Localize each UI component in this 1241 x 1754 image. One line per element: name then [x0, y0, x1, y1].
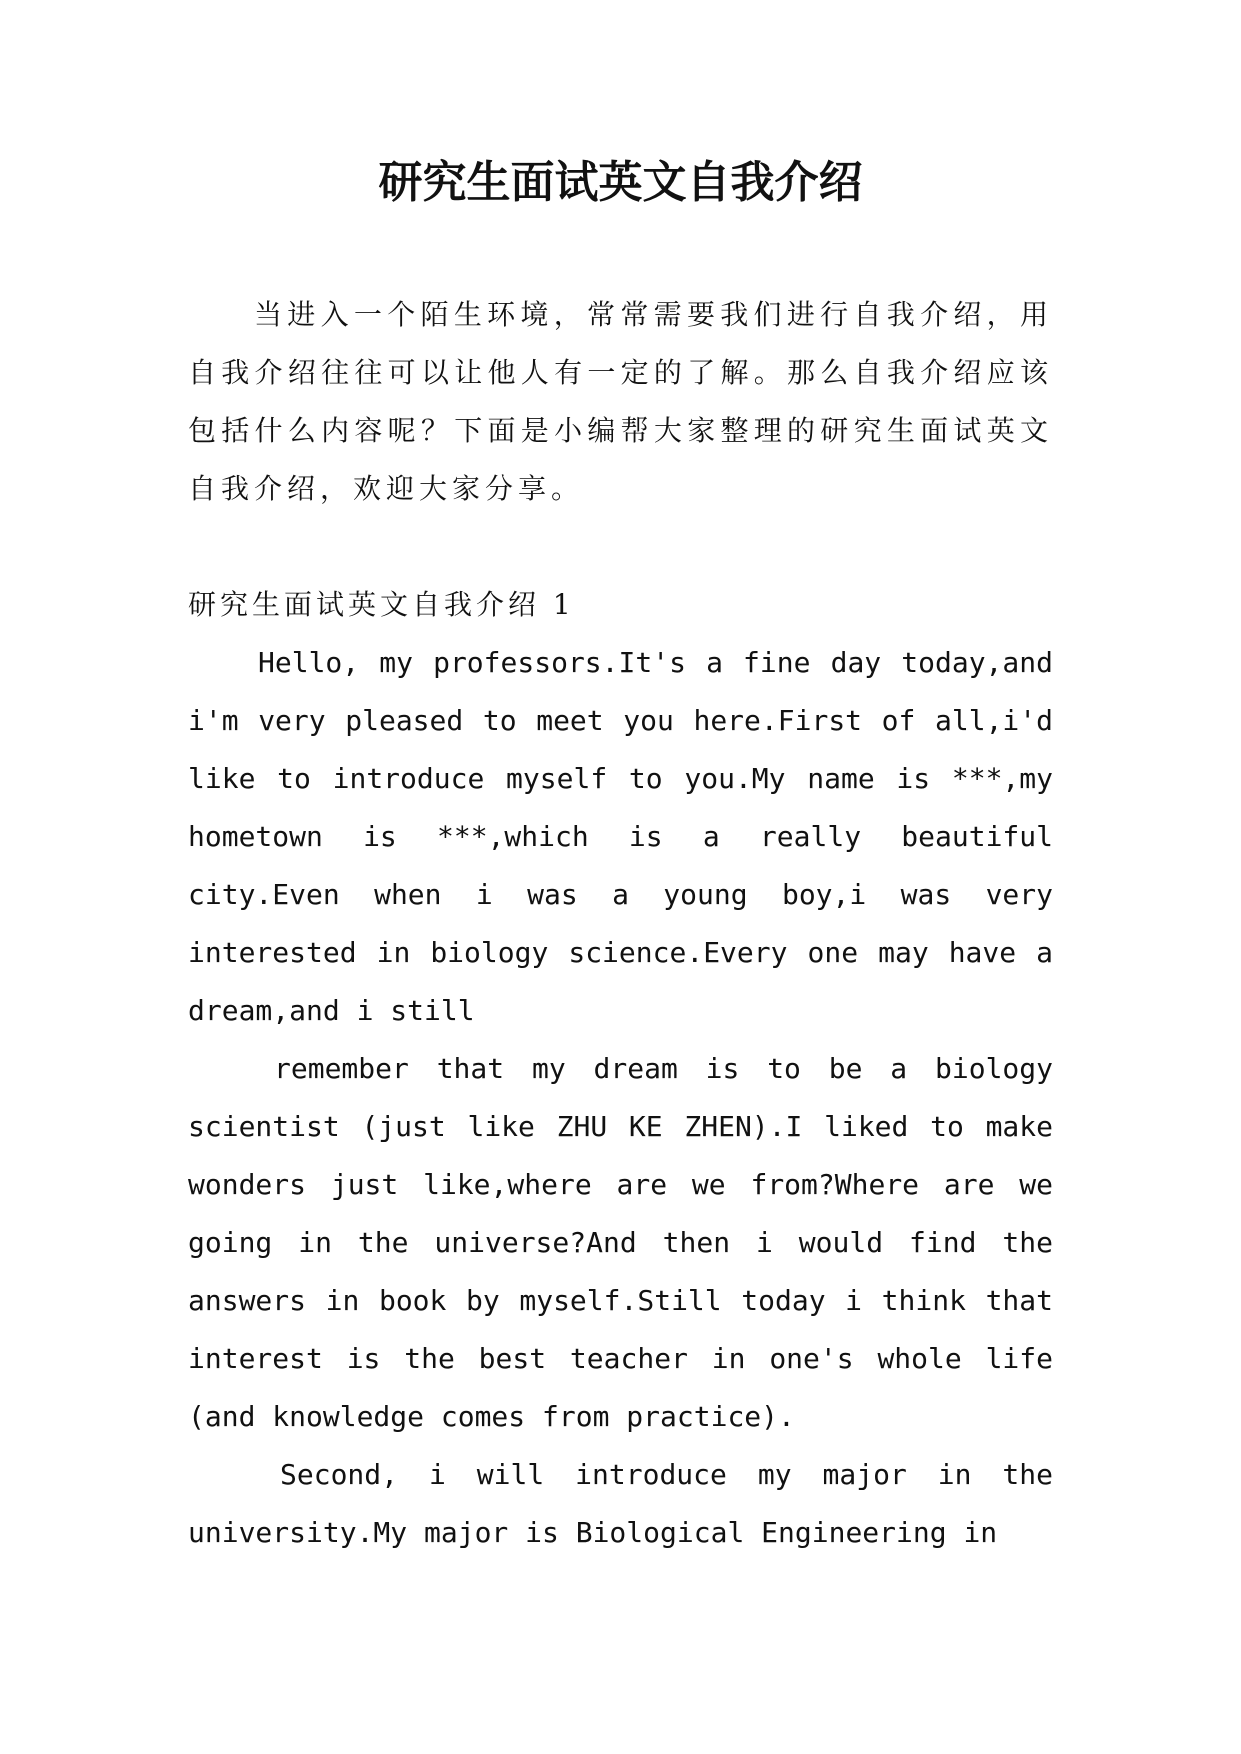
body-paragraph-2: remember that my dream is to be a biology scientist (just like ZHU KE ZHEN).I liked to make wonders just like,where are we from?Where are we going in the universe?And then i would find the answers in book by myself.Still today i think that interest is the best teacher in one's whole life (and knowledge comes from practice).: [188, 1052, 1053, 1433]
body-paragraph-1: Hello, my professors.It's a fine day today,and i'm very pleased to meet you here.First of all,i'd like to introduce myself to you.My name is ***,my hometown is ***,which is a really beautiful city.Even when i was a young boy,i was very interested in biology science.Every one may have a dream,and i still: [188, 646, 1053, 1027]
document-body: [188, 286, 1053, 1562]
intro-paragraph: 当进入一个陌生环境，常常需要我们进行自我介绍，用自我介绍往往可以让他人有一定的了解。那么自我介绍应该包括什么内容呢？下面是小编帮大家整理的研究生面试英文自我介绍，欢迎大家分享。: [188, 298, 1053, 505]
document-title: 研究生面试英文自我介绍: [378, 157, 863, 208]
body-paragraph-3: Second, i will introduce my major in the university.My major is Biological Engineering in: [188, 1458, 1053, 1549]
section-heading: 研究生面试英文自我介绍 1: [188, 588, 575, 621]
